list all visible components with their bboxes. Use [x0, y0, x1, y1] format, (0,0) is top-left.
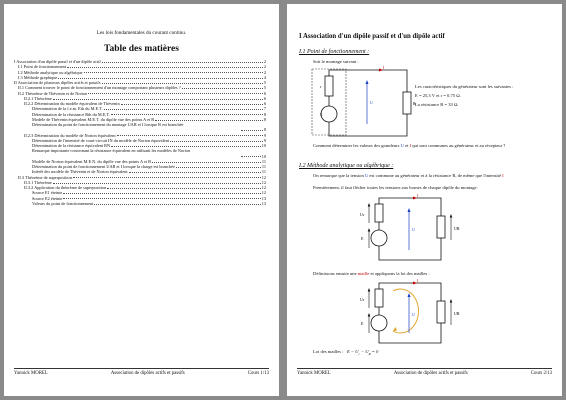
toc-entry-label: Détermination du point de fonctionnement du montage UAB et I lorsque R est branchée: [32, 122, 184, 127]
r-load-label: R: [413, 101, 416, 106]
toc-entry-label: Modèle de Thévenin équivalent M.E.T. du dipôle vue des points A et B: [32, 116, 155, 122]
mesh-text: Définissons ensuite une maille et appliquons la loi des mailles :: [313, 271, 430, 276]
r-label: r: [320, 84, 322, 89]
ur-load-label: UR: [454, 226, 460, 231]
toc-entry-page: 11: [261, 158, 266, 164]
toc-leader-dots: [67, 67, 263, 68]
ur-label-3: Ur: [360, 297, 365, 302]
toc-entry-page: 6: [263, 101, 266, 106]
toc-entry-label: II.2.1 Théorème: [24, 95, 52, 101]
toc-entry-label: II.2 Théorème de Thévenin et de Norton: [18, 90, 88, 96]
toc-leader-dots: [121, 104, 263, 105]
toc-entry-label: II.3.2 Application du théorème de superposition: [24, 185, 107, 190]
subsection-heading-1: I.1 Point de fonctionnement :: [299, 49, 370, 55]
e-label: E: [320, 112, 323, 117]
toc-entry-label: Détermination de la résistance équivalent RN: [32, 143, 111, 148]
footer-title: Association de dipôles actifs et passifs: [393, 371, 468, 376]
toc-entry[interactable]: [14, 148, 266, 159]
toc-entry-page: 9: [263, 137, 266, 143]
toc-leader-dots: [117, 135, 263, 136]
toc-entry-page: 5: [263, 85, 266, 91]
circuit-diagram-2: [359, 194, 471, 264]
toc-entry-label: II.2.3 Détermination du modèle de Norton équivalent: [24, 132, 116, 138]
toc-entry-page: 11: [261, 164, 266, 169]
toc-leader-dots: [84, 72, 263, 73]
subsection-heading-2: I.2 Méthode analytique ou algébrique :: [299, 163, 394, 169]
e-label-3: E: [361, 321, 364, 326]
toc-leader-dots: [152, 162, 261, 163]
generator-characteristics: Les caractéristiques du générateur sont les suivantes : E = 25,3 V et r = 0,75 Ω. La résistance R = 33 Ω.: [415, 84, 514, 107]
toc-entry-page: 8: [263, 111, 266, 117]
toc-entry-page: 2: [263, 69, 266, 75]
toc-entry-label: Détermination de la résistance Rth du M.E.T.: [32, 111, 110, 117]
toc-entry-label: II.1 Comment trouver le point de fonctionnement d'un montage comportant plusieurs dipôles ?: [18, 85, 181, 91]
current-label: I: [383, 66, 385, 70]
toc-entry-page: 6: [263, 95, 266, 101]
toc-leader-dots: [94, 204, 260, 205]
toc-entry-label: II.3.1 Théorème: [24, 179, 52, 185]
toc-entry-page: 13: [261, 200, 266, 206]
intro-text: Soit le montage suivant :: [313, 59, 359, 64]
toc-title: Table des matières: [104, 44, 179, 54]
current-label-3: I: [417, 279, 419, 283]
u-label: U: [370, 100, 373, 105]
toc-entry-label: Détermination du point de fonctionnement UAB et I lorsque la charge est branchée: [32, 164, 175, 169]
question-text: Comment déterminer les valeurs des grandeurs U et I qui sont communes au générateur et au récepteur ?: [313, 143, 506, 148]
toc-entry-label: Détermination de l'intensité de court-circuit IN du modèle de Norton équivalent: [32, 137, 170, 143]
toc-entry-page: 12: [261, 190, 266, 196]
toc-leader-dots: [58, 78, 263, 79]
toc-leader-dots: [241, 156, 261, 157]
toc-entry-label: I.2 Méthode analytique ou algébrique: [18, 69, 83, 75]
u-label-2: U: [412, 227, 415, 232]
toc-leader-dots: [176, 167, 261, 168]
toc-leader-dots: [155, 120, 263, 121]
toc-entry-page: 11: [261, 169, 266, 175]
toc-leader-dots: [63, 198, 260, 199]
circuit-diagram-3: [359, 279, 471, 347]
toc-leader-dots: [102, 83, 263, 84]
toc-entry-label: Source E2 éteinte: [32, 195, 63, 201]
toc-entry-label: I Association d'un dipôle passif et d'un dipôle actif: [14, 59, 101, 64]
toc-entry-label: I.3 Méthode graphique: [18, 74, 58, 80]
toc-leader-dots: [111, 146, 261, 147]
footer-author: Yannick MOREL: [297, 371, 331, 376]
toc-entry-page: 6: [263, 90, 266, 96]
toc-entry-page: 5: [263, 80, 266, 85]
toc-leader-dots: [53, 183, 261, 184]
toc-leader-dots: [73, 177, 261, 178]
toc-entry-page: 12: [261, 185, 266, 190]
toc-leader-dots: [53, 99, 263, 100]
toc-entry-label: I.1 Point de fonctionnement: [18, 64, 66, 70]
toc-entry-page: 2: [263, 64, 266, 70]
page-2: [287, 4, 562, 396]
toc-leader-dots: [129, 172, 261, 173]
ur-label: Ur: [360, 212, 365, 217]
toc-entry-label: II Association de plusieurs dipôles actifs et passifs: [14, 80, 101, 85]
toc-entry-label: Modèle de Norton équivalent M.E.N. du dipôle vue des points A et B: [32, 158, 151, 164]
footer-page-number: Cours 1/13: [247, 371, 269, 376]
toc-entry-page: 10: [261, 153, 266, 159]
toc-entry-label: Remarque importante concernant la résistance équivalent en utilisant les modèles de Norton: [32, 148, 191, 154]
toc-entry-page: 9: [263, 132, 266, 138]
current-label-2: I: [417, 194, 419, 198]
toc-entry-page: 7: [263, 106, 266, 112]
mesh-law-equation: Loi des mailles : $E - U_r - U_R = 0$: [313, 349, 379, 356]
toc-leader-dots: [107, 188, 260, 189]
u-label-3: U: [412, 312, 415, 317]
circuit-diagram-1: [309, 66, 421, 140]
toc-leader-dots: [170, 141, 263, 142]
toc-entry-page: 12: [261, 174, 266, 180]
toc-leader-dots: [102, 62, 263, 63]
toc-entry-page: 13: [261, 195, 266, 201]
toc-leader-dots: [241, 130, 263, 131]
toc-entry-page: 12: [261, 179, 266, 185]
page-1-footer: [14, 368, 269, 376]
toc-leader-dots: [104, 109, 263, 110]
table-of-contents: [14, 59, 266, 206]
toc-entry-label: Intérêt des modèle de Thévenin et de Norton équivalent: [32, 169, 128, 175]
toc-leader-dots: [63, 193, 260, 194]
page-1: [4, 4, 279, 396]
footer-page-number: Cours 2/13: [530, 371, 552, 376]
toc-entry-label: Source E1 éteinte: [32, 190, 63, 196]
ur-load-label-3: UR: [454, 311, 460, 316]
footer-title: Association de dipôles actifs et passifs: [110, 371, 185, 376]
page-2-footer: [297, 368, 552, 376]
toc-entry-page: 2: [263, 59, 266, 64]
toc-entry-page: 8: [263, 127, 266, 133]
paragraph-arrows: Premièrement, il faut flécher toutes les tensions aux bornes de chaque dipôle du montage.: [313, 185, 478, 190]
toc-entry-label: Valeurs du point de fonctionnement: [32, 200, 94, 206]
toc-entry[interactable]: [14, 201, 266, 206]
toc-entry-label: II.2.2 Détermination du modèle équivalent de Thévenin: [24, 101, 120, 106]
toc-leader-dots: [182, 88, 263, 89]
toc-entry-page: 10: [261, 143, 266, 148]
toc-entry[interactable]: [14, 122, 266, 133]
e-label-2: E: [361, 236, 364, 241]
toc-entry-page: 8: [263, 116, 266, 122]
toc-entry-label: Détermination de la f.e.m. Eth du M.E.T.: [32, 106, 103, 112]
toc-entry-label: II.3 Théorème de superposition: [18, 174, 72, 180]
toc-leader-dots: [111, 114, 263, 115]
footer-author: Yannick MOREL: [14, 371, 48, 376]
toc-leader-dots: [88, 93, 262, 94]
toc-entry-page: 4: [263, 74, 266, 80]
document-header: Les lois fondamentales du courant continu.: [96, 30, 187, 36]
section-heading: I Association d'un dipôle passif et d'un dipôle actif: [299, 33, 445, 40]
paragraph-common-quantities: On remarque que la tension U est commune au générateur et à la résistance R, de même que l'intensité I: [313, 173, 504, 178]
